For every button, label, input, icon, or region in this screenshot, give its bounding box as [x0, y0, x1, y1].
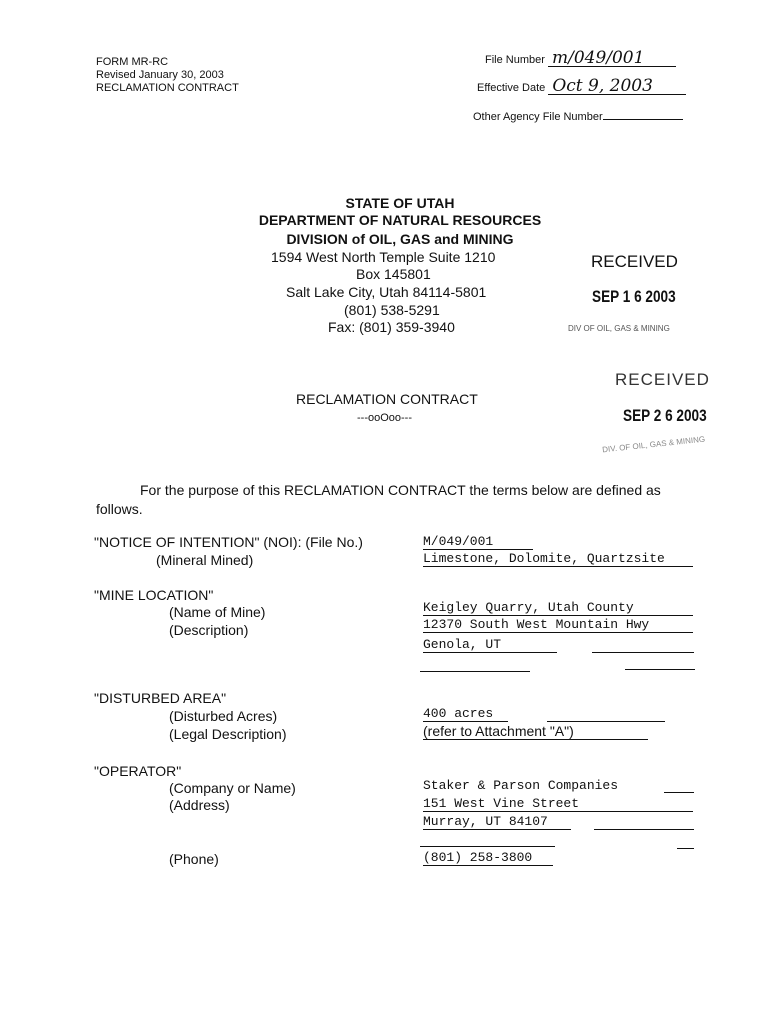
mineral-label: (Mineral Mined) — [156, 552, 254, 568]
contract-title: RECLAMATION CONTRACT — [296, 391, 478, 407]
form-revision: Revised January 30, 2003 — [96, 69, 224, 81]
department-heading: DEPARTMENT OF NATURAL RESOURCES — [258, 212, 542, 228]
operator-address-label: (Address) — [169, 797, 230, 813]
effective-date-row — [477, 78, 686, 95]
received-date-2: SEP 2 6 2003 — [623, 406, 707, 425]
blank-rule — [420, 671, 530, 672]
blank-rule — [625, 669, 695, 670]
effective-date-value: Oct 9, 2003 — [548, 78, 686, 95]
form-identification — [96, 56, 239, 95]
mine-name-value: Keigley Quarry, Utah County — [423, 600, 693, 616]
received-date-1: SEP 1 6 2003 — [592, 287, 676, 306]
blank-rule — [592, 652, 694, 653]
legal-description-value: (refer to Attachment "A") — [423, 724, 648, 740]
division-heading: DIVISION of OIL, GAS and MINING — [286, 231, 514, 247]
noi-file-number: M/049/001 — [423, 534, 533, 550]
operator-phone-label: (Phone) — [169, 851, 219, 867]
operator-company-value: Staker & Parson Companies — [423, 778, 619, 793]
operator-address-line-2: Murray, UT 84107 — [423, 814, 571, 830]
blank-rule — [547, 721, 665, 722]
effective-date-label: Effective Date — [477, 82, 546, 94]
contract-subtitle: ---ooOoo--- — [357, 412, 413, 424]
intro-paragraph: For the purpose of this RECLAMATION CONTRACT the terms below are defined as follows. — [96, 482, 661, 517]
phone-number: (801) 538-5291 — [344, 302, 440, 318]
fax-number: Fax: (801) 359-3940 — [328, 319, 455, 335]
other-agency-blank — [603, 109, 683, 120]
operator-company-label: (Company or Name) — [169, 780, 296, 796]
mine-description-line-2: Genola, UT — [423, 637, 557, 653]
form-number: FORM MR-RC — [96, 56, 169, 68]
address-line-1: 1594 West North Temple Suite 1210 — [271, 249, 496, 265]
blank-rule — [664, 792, 694, 793]
received-stamp-1: RECEIVED — [591, 252, 678, 271]
address-line-3: Salt Lake City, Utah 84114-5801 — [286, 284, 487, 300]
operator-address-line-1: 151 West Vine Street — [423, 796, 693, 812]
operator-label: "OPERATOR" — [94, 763, 182, 779]
mine-location-label: "MINE LOCATION" — [94, 587, 214, 603]
blank-rule — [677, 848, 694, 849]
mine-description-label: (Description) — [169, 622, 249, 638]
other-agency-row — [473, 109, 683, 123]
disturbed-acres-value: 400 acres — [423, 706, 508, 722]
disturbed-area-label: "DISTURBED AREA" — [94, 690, 227, 706]
operator-phone-value: (801) 258-3800 — [423, 850, 553, 866]
mineral-value: Limestone, Dolomite, Quartzsite — [423, 551, 693, 567]
file-number-label: File Number — [485, 54, 545, 66]
blank-rule — [420, 846, 555, 847]
received-division-1: DIV OF OIL, GAS & MINING — [568, 324, 670, 333]
noi-label: "NOTICE OF INTENTION" (NOI): (File No.) — [94, 534, 363, 550]
mine-description-line-1: 12370 South West Mountain Hwy — [423, 617, 693, 633]
state-heading: STATE OF UTAH — [345, 195, 455, 211]
received-stamp-2: RECEIVED — [615, 370, 710, 389]
address-line-2: Box 145801 — [356, 266, 431, 282]
received-division-2: DIV. OF OIL, GAS & MINING — [601, 434, 706, 455]
mine-name-label: (Name of Mine) — [169, 604, 266, 620]
form-title: RECLAMATION CONTRACT — [96, 82, 239, 94]
file-number-value: m/049/001 — [548, 50, 676, 67]
file-number-row — [485, 50, 676, 67]
legal-description-label: (Legal Description) — [169, 726, 287, 742]
blank-rule — [594, 829, 694, 830]
disturbed-acres-label: (Disturbed Acres) — [169, 708, 278, 724]
other-agency-label: Other Agency File Number — [473, 111, 603, 123]
